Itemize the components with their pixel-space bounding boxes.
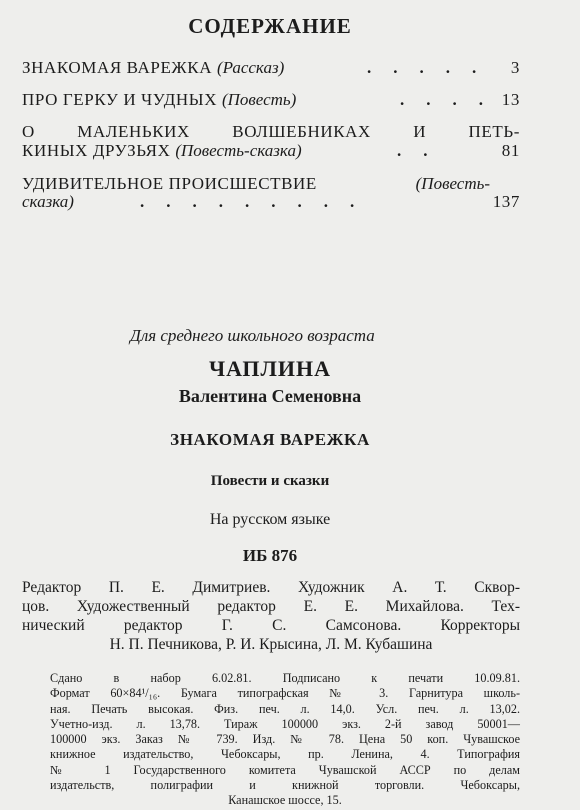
credits-line: нический редактор Г. С. Самсонова. Корректоры <box>22 617 520 634</box>
credits-line: Н. П. Печникова, Р. И. Крысина, Л. М. Кубашина <box>109 636 433 653</box>
toc-entry-genre: сказка) <box>22 192 74 211</box>
book-subtitle: Повести и сказки <box>210 473 330 489</box>
toc-leader-dots: .... <box>400 90 505 109</box>
book-title: ЗНАКОМАЯ ВАРЕЖКА <box>170 430 370 449</box>
imprint-line: Сдано в набор 6.02.81. Подписано к печати 10.09.81. <box>50 671 520 685</box>
imprint-line: 100000 экз. Заказ № 739. Изд. № 78. Цена 50 коп. Чувашское <box>50 732 520 747</box>
author-last-name: ЧАПЛИНА <box>208 356 332 381</box>
toc-entry-title: КИНЫХ ДРУЗЬЯХ <box>22 141 171 160</box>
toc-entry-title: ЗНАКОМАЯ ВАРЕЖКА <box>22 58 213 77</box>
toc-title: СОДЕРЖАНИЕ <box>188 14 352 38</box>
toc-entry-title: ПРО ГЕРКУ И ЧУДНЫХ <box>22 90 218 109</box>
imprint-block <box>50 671 520 809</box>
imprint-line: № 1 Государственного комитета Чувашской АССР по делам <box>50 762 520 777</box>
toc-entry-genre: (Повесть) <box>221 90 297 109</box>
toc-entry-4-line2 <box>22 192 520 212</box>
imprint-line: издательств, полиграфии и книжной торговли. Чебоксары, <box>50 778 520 793</box>
toc-entry-3-line1 <box>22 122 520 142</box>
language-note: На русском языке <box>209 511 331 528</box>
imprint-line: книжное издательство, Чебоксары, пр. Ленина, 4. Типография <box>50 747 520 762</box>
imprint-line: Формат 60×84¹/₁₆. Бумага типографская № 3. Гарнитура школь- <box>50 686 520 701</box>
credits-line: цов. Художественный редактор Е. Е. Михайлова. Тех- <box>22 598 520 615</box>
toc-entry-genre: (Повесть- <box>415 174 490 193</box>
imprint-line: ная. Печать высокая. Физ. печ. л. 14,0. Усл. печ. л. 13,02. <box>50 701 520 716</box>
toc-entry-page: 3 <box>510 58 520 77</box>
toc-leader-dots: ..... <box>367 58 499 77</box>
imprint-line: Учетно-изд. л. 13,78. Тираж 100000 экз. 2-й завод 50001— <box>50 716 520 731</box>
audience-note: Для среднего школьного возраста <box>130 326 375 345</box>
imprint-line: Канашское шоссе, 15. <box>228 793 342 808</box>
toc-entry-3-line2 <box>22 141 520 161</box>
toc-entry-title: УДИВИТЕЛЬНОЕ ПРОИСШЕСТВИЕ <box>22 174 317 193</box>
toc-entry-genre: (Повесть-сказка) <box>175 141 302 160</box>
toc-leader-dots: .. <box>397 141 450 160</box>
author-first-name: Валентина Семеновна <box>178 386 362 406</box>
credits-line: Редактор П. Е. Димитриев. Художник А. Т. Сквор- <box>22 579 520 596</box>
toc-entry-genre: (Рассказ) <box>216 58 285 77</box>
toc-entry-page: 137 <box>492 192 520 211</box>
toc-entry-title: О МАЛЕНЬКИХ ВОЛШЕБНИКАХ И ПЕТЬ- <box>22 122 520 141</box>
toc-entry-page: 81 <box>501 141 520 160</box>
credits-block <box>22 578 520 654</box>
toc-leader-dots: ......... <box>140 192 377 211</box>
toc-entry-page: 13 <box>501 90 520 109</box>
toc-entry-1 <box>22 58 520 78</box>
ib-number: ИБ 876 <box>242 546 298 565</box>
toc-entry-4-line1 <box>22 174 520 194</box>
toc-entry-2 <box>22 90 520 110</box>
